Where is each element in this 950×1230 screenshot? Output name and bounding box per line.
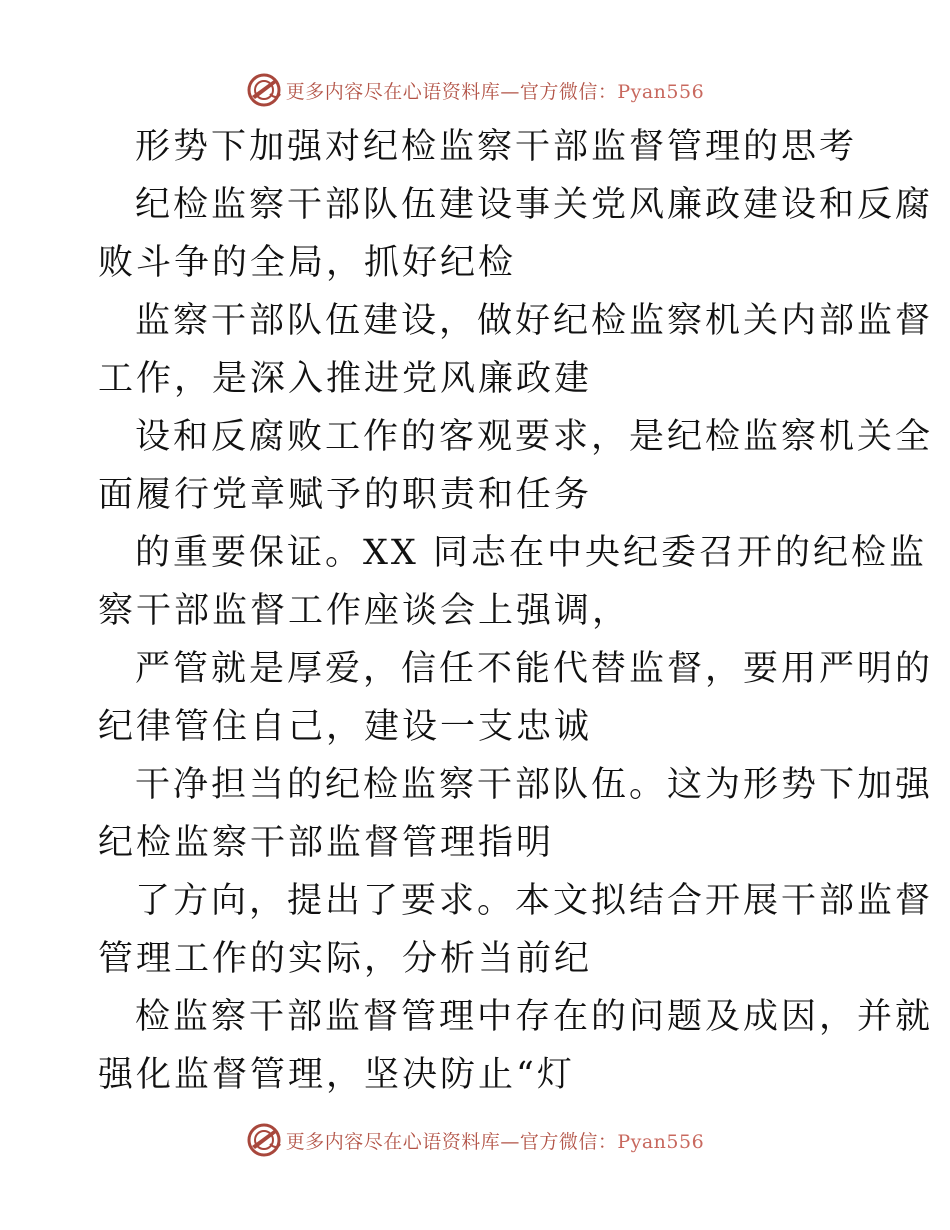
- banner-dash: —: [500, 80, 520, 103]
- text-line: 检监察干部监督管理中存在的问题及成因，并就: [135, 997, 934, 1037]
- text-line: 强化监督管理，坚决防止“灯: [98, 1055, 575, 1095]
- banner-wechat-id: Pyan556: [617, 80, 705, 103]
- text-line: 纪检监察干部队伍建设事关党风廉政建设和反腐: [135, 185, 934, 225]
- banner-wechat-label: 官方微信：: [519, 1130, 618, 1153]
- text-line: 纪律管住自己，建设一支忠诚: [98, 707, 593, 747]
- text-line: 管理工作的实际，分析当前纪: [98, 939, 593, 979]
- text-line: 纪检监察干部监督管理指明: [98, 823, 555, 863]
- text-line: 败斗争的全局，抓好纪检: [98, 243, 517, 283]
- banner-dash: —: [500, 1130, 520, 1153]
- text-line: 察干部监督工作座谈会上强调，: [98, 591, 631, 631]
- text-line: 的重要保证。XX 同志在中央纪委召开的纪检监: [135, 533, 927, 573]
- banner-main-text: 更多内容尽在心语资料库: [285, 80, 501, 103]
- banner-text: [286, 77, 704, 104]
- text-line: 干净担当的纪检监察干部队伍。这为形势下加强: [135, 765, 934, 805]
- header-watermark-banner: [0, 70, 950, 110]
- banner-wechat-id: Pyan556: [617, 1130, 705, 1153]
- document-body: [98, 118, 934, 1104]
- text-line: 严管就是厚爱，信任不能代替监督，要用严明的: [135, 649, 934, 689]
- text-line: 了方向，提出了要求。本文拟结合开展干部监督: [135, 881, 934, 921]
- footer-watermark-banner: [0, 1120, 950, 1160]
- banner-wechat-label: 官方微信：: [519, 80, 618, 103]
- brand-logo-icon: [246, 1122, 282, 1158]
- text-line: 面履行党章赋予的职责和任务: [98, 475, 593, 515]
- text-line: 监察干部队伍建设，做好纪检监察机关内部监督: [135, 301, 934, 341]
- brand-logo-icon: [246, 72, 282, 108]
- text-line: 工作，是深入推进党风廉政建: [98, 359, 593, 399]
- banner-main-text: 更多内容尽在心语资料库: [285, 1130, 501, 1153]
- text-line: 设和反腐败工作的客观要求，是纪检监察机关全: [135, 417, 934, 457]
- document-title: 形势下加强对纪检监察干部监督管理的思考: [135, 127, 858, 167]
- banner-text: [286, 1127, 704, 1154]
